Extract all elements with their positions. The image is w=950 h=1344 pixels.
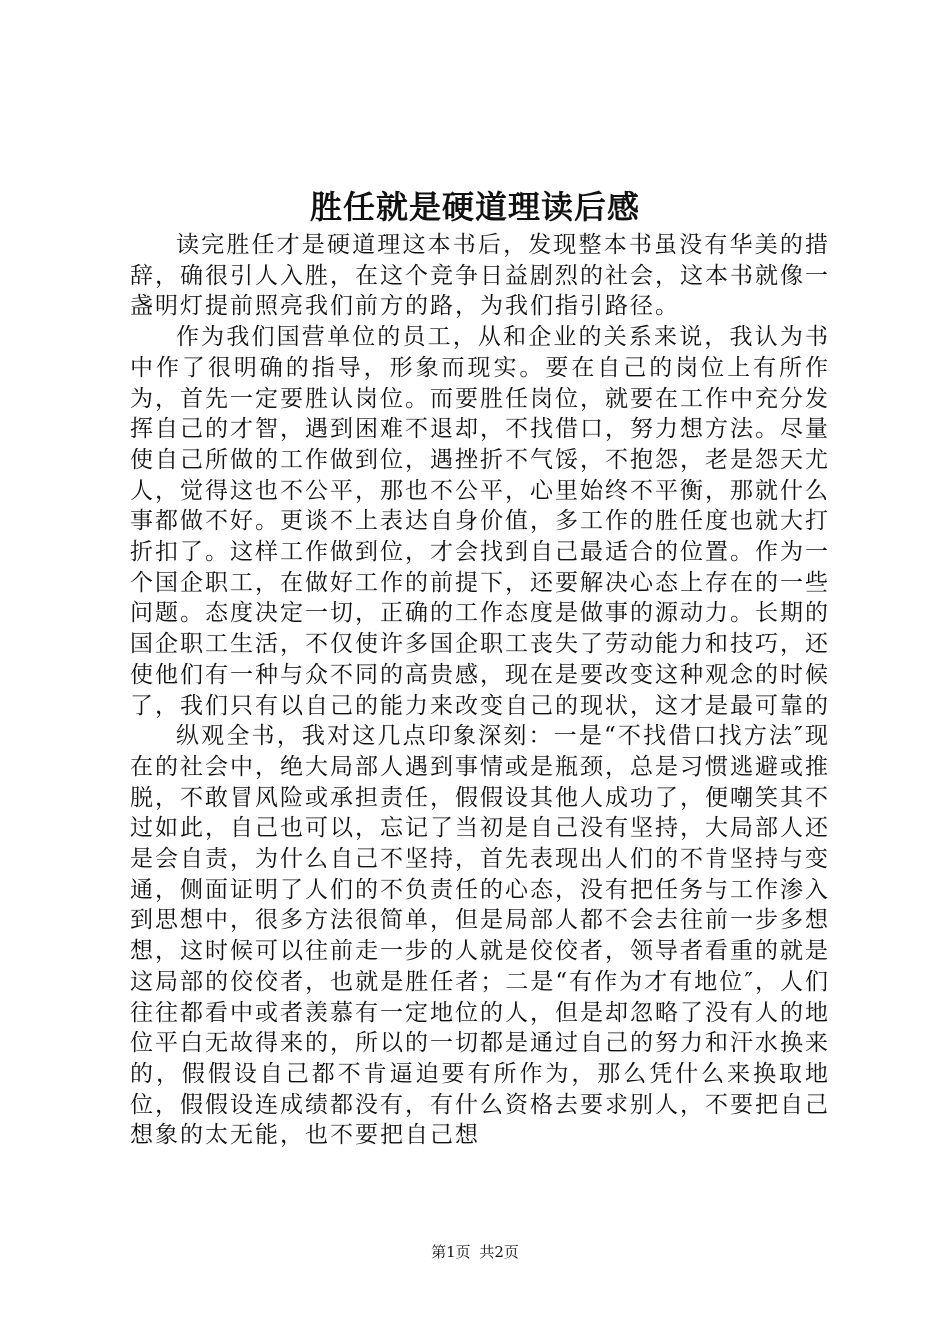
page-total: 共2页: [479, 1243, 519, 1261]
paragraph-1: 读完胜任才是硬道理这本书后，发现整本书虽没有华美的措辞，确很引人入胜，在这个竞争日益剧烈的社会，这本书就像一盏明灯提前照亮我们前方的路，为我们指引路径。: [130, 232, 830, 320]
document-title: 胜任就是硬道理读后感: [309, 188, 640, 226]
paragraph-3: 纵观全书，我对这几点印象深刻：一是“不找借口找方法″现在的社会中，绝大局部人遇到事情或是瓶颈，总是习惯逃避或推脱，不敢冒风险或承担责任，假假设其他人成功了，便嘲笑其不过如此，自己也可以，忘记了当初是自己没有坚持，大局部人还是会自责，为什么自己不坚持，首先表现出人们的不肯坚持与变通，侧面证明了人们的不负责任的心态，没有把任务与工作渗入到思想中，很多方法很简单，但是局部人都不会去往前一步多想想，这时候可以往前走一步的人就是佼佼者，领导者看重的就是这局部的佼佼者，也就是胜任者；二是“有作为才有地位″，人们往往都看中或者羡慕有一定地位的人，但是却忽略了没有人的地位平白无故得来的，所以的一切都是通过自己的努力和汗水换来的，假假设自己都不肯逼迫要有所作为，那么凭什么来换取地位，假假设连成绩都没有，有什么资格去要求别人，不要把自己想象的太无能，也不要把自己想: [130, 723, 830, 1149]
paragraph-2: 作为我们国营单位的员工，从和企业的关系来说，我认为书中作了很明确的指导，形象而现实。要在自己的岗位上有所作为，首先一定要胜认岗位。而要胜任岗位，就要在工作中充分发挥自己的才智，遇到困难不退却，不找借口，努力想方法。尽量使自己所做的工作做到位，遇挫折不气馁，不抱怨，老是怨天尤人，觉得这也不公平，那也不公平，心里始终不平衡，那就什么事都做不好。更谈不上表达自身价值，多工作的胜任度也就大打折扣了。这样工作做到位，才会找到自己最适合的位置。作为一个国企职工，在做好工作的前提下，还要解决心态上存在的一些问题。态度决定一切，正确的工作态度是做事的源动力。长期的国企职工生活，不仅使许多国企职工丧失了劳动能力和技巧，还使他们有一种与众不同的高贵感，现在是要改变这种观念的时候了，我们只有以自己的能力来改变自己的现状，这才是最可靠的: [130, 324, 830, 719]
page-footer: [0, 1242, 950, 1262]
document-body: [130, 230, 830, 1151]
page-number: 第1页: [431, 1243, 471, 1261]
